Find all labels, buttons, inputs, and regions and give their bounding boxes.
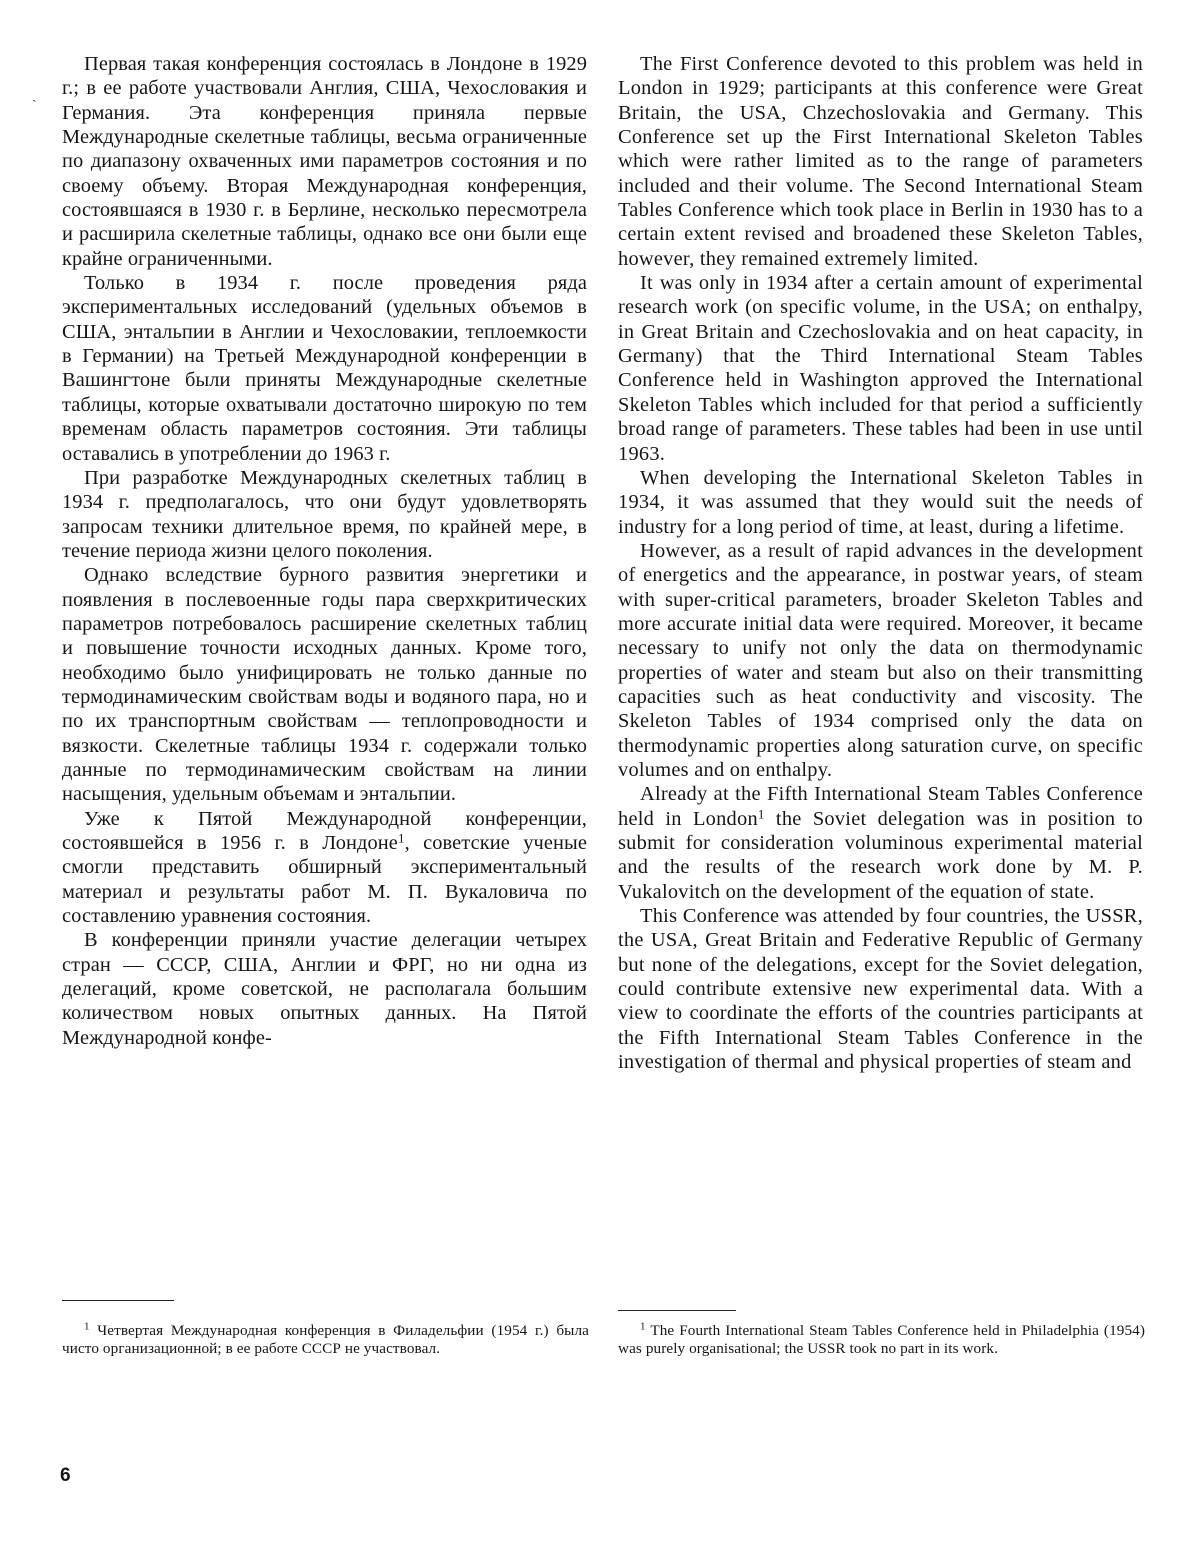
ru-paragraph-6: В конференции приняли участие делегации четырех стран — СССР, США, Англии и ФРГ, но ни одна из делегаций, кроме советской, не располагала большим количеством новых опытных данных. На Пятой Международной конфе-: [62, 929, 587, 1049]
ru-footnote: [62, 1322, 589, 1357]
russian-column: [62, 52, 587, 1050]
ru-paragraph-2: Только в 1934 г. после проведения ряда экспериментальных исследований (удельных объемов в США, энтальпии в Англии и Чехословакии, теплоемкости в Германии) на Третьей Международной конференции в Вашингтоне были приняты Международные скелетные таблицы, которые охватывали достаточно широкую по тем временам область параметров состояния. Эти таблицы оставались в употреблении до 1963 г.: [62, 272, 587, 465]
en-paragraph-1: The First Conference devoted to this problem was held in London in 1929; participants at this conference were Great Britain, the USA, Chzechoslovakia and Germany. This Conference set up the First International Skeleton Tables which were rather limited as to the range of parameters included and their volume. The Second International Steam Tables Conference which took place in Berlin in 1930 has to a certain extent revised and broadened these Skeleton Tables, however, they remained extremely limited.: [618, 53, 1143, 270]
english-column: [618, 52, 1143, 1074]
en-footnote-text: The Fourth International Steam Tables Conference held in Philadelphia (1954) was purely organisational; the USSR took no part in its work.: [618, 1322, 1145, 1357]
en-paragraph-5-text-b: the Soviet delegation was in position to submit for consideration voluminous experimental material and the results of the research work done by M. P. Vukalovitch on the development of the equation of state.: [618, 807, 1143, 903]
en-footnote: [618, 1322, 1145, 1357]
en-footnote-marker: 1: [640, 1320, 646, 1333]
ru-footnote-text: Четвертая Международная конференция в Филадельфии (1954 г.) была чисто организационной; в ее работе СССР не участвовал.: [62, 1322, 589, 1357]
ru-paragraph-3: При разработке Международных скелетных таблиц в 1934 г. предполагалось, что они будут удовлетворять запросам техники длительное время, по крайней мере, в течение периода жизни целого поколения.: [62, 466, 587, 562]
ru-paragraph-5: [62, 807, 587, 929]
en-footnote-divider: [618, 1310, 736, 1311]
en-footnote-ref: 1: [757, 806, 765, 822]
en-paragraph-5-text-a: Already at the Fifth International Steam Tables Conference held in London: [618, 783, 1143, 830]
ru-paragraph-5-text-b: , советские ученые смогли представить обширный экспериментальный материал и результаты работ М. П. Вукаловича по составлению уравнения состояния.: [62, 832, 588, 928]
en-paragraph-5: [618, 782, 1143, 904]
ru-paragraph-5-text-a: Уже к Пятой Международной конференции, состоявшейся в 1956 г. в Лондоне: [62, 807, 587, 854]
en-paragraph-6: This Conference was attended by four countries, the USSR, the USA, Great Britain and Federative Republic of Germany but none of the delegations, except for the Soviet delegation, could contribute extensive new experimental data. With a view to coordinate the efforts of the countries participants at the Fifth International Steam Tables Conference in the investigation of thermal and physical properties of steam and: [618, 905, 1143, 1074]
ru-footnote-divider: [62, 1300, 174, 1301]
page-number: 6: [60, 1465, 71, 1486]
en-paragraph-4: However, as a result of rapid advances in the development of energetics and the appearance, in postwar years, of steam with super-critical parameters, broader Skeleton Tables and more accurate initial data were required. Moreover, it became necessary to unify not only the data on thermodynamic properties of water and steam but also on their transmitting capacities such as heat conductivity and viscosity. The Skeleton Tables of 1934 comprised only the data on thermodynamic properties along saturation curve, on specific volumes and on enthalpy.: [618, 539, 1143, 781]
scan-mark: ˏ: [32, 88, 37, 103]
en-paragraph-3: When developing the International Skeleton Tables in 1934, it was assumed that they would suit the needs of industry for a long period of time, at least, during a lifetime.: [618, 466, 1143, 538]
ru-footnote-marker: 1: [84, 1320, 90, 1333]
ru-paragraph-1: Первая такая конференция состоялась в Лондоне в 1929 г.; в ее работе участвовали Англия, США, Чехословакия и Германия. Эта конференция приняла первые Международные скелетные таблицы, весьма ограниченные по диапазону охваченных ими параметров состояния и по своему объему. Вторая Международная конференция, состоявшаяся в 1930 г. в Берлине, несколько пересмотрела и расширила скелетные таблицы, однако все они были еще крайне ограниченными.: [62, 53, 587, 270]
ru-paragraph-4: Однако вследствие бурного развития энергетики и появления в послевоенные годы пара сверхкритических параметров потребовалось расширение скелетных таблиц и повышение точности исходных данных. Кроме того, необходимо было унифицировать не только данные по термодинамическим свойствам воды и водяного пара, но и по их транспортным свойствам — теплопроводности и вязкости. Скелетные таблицы 1934 г. содержали только данные по термодинамическим свойствам на линии насыщения, удельным объемам и энтальпии.: [62, 564, 587, 806]
ru-footnote-ref: 1: [397, 830, 405, 846]
en-paragraph-2: It was only in 1934 after a certain amount of experimental research work (on specific volume, in the USA; on enthalpy, in Great Britain and Czechoslovakia and on heat capacity, in Germany) that the Third International Steam Tables Conference held in Washington approved the International Skeleton Tables which included for that period a sufficiently broad range of parameters. These tables had been in use until 1963.: [618, 272, 1143, 465]
